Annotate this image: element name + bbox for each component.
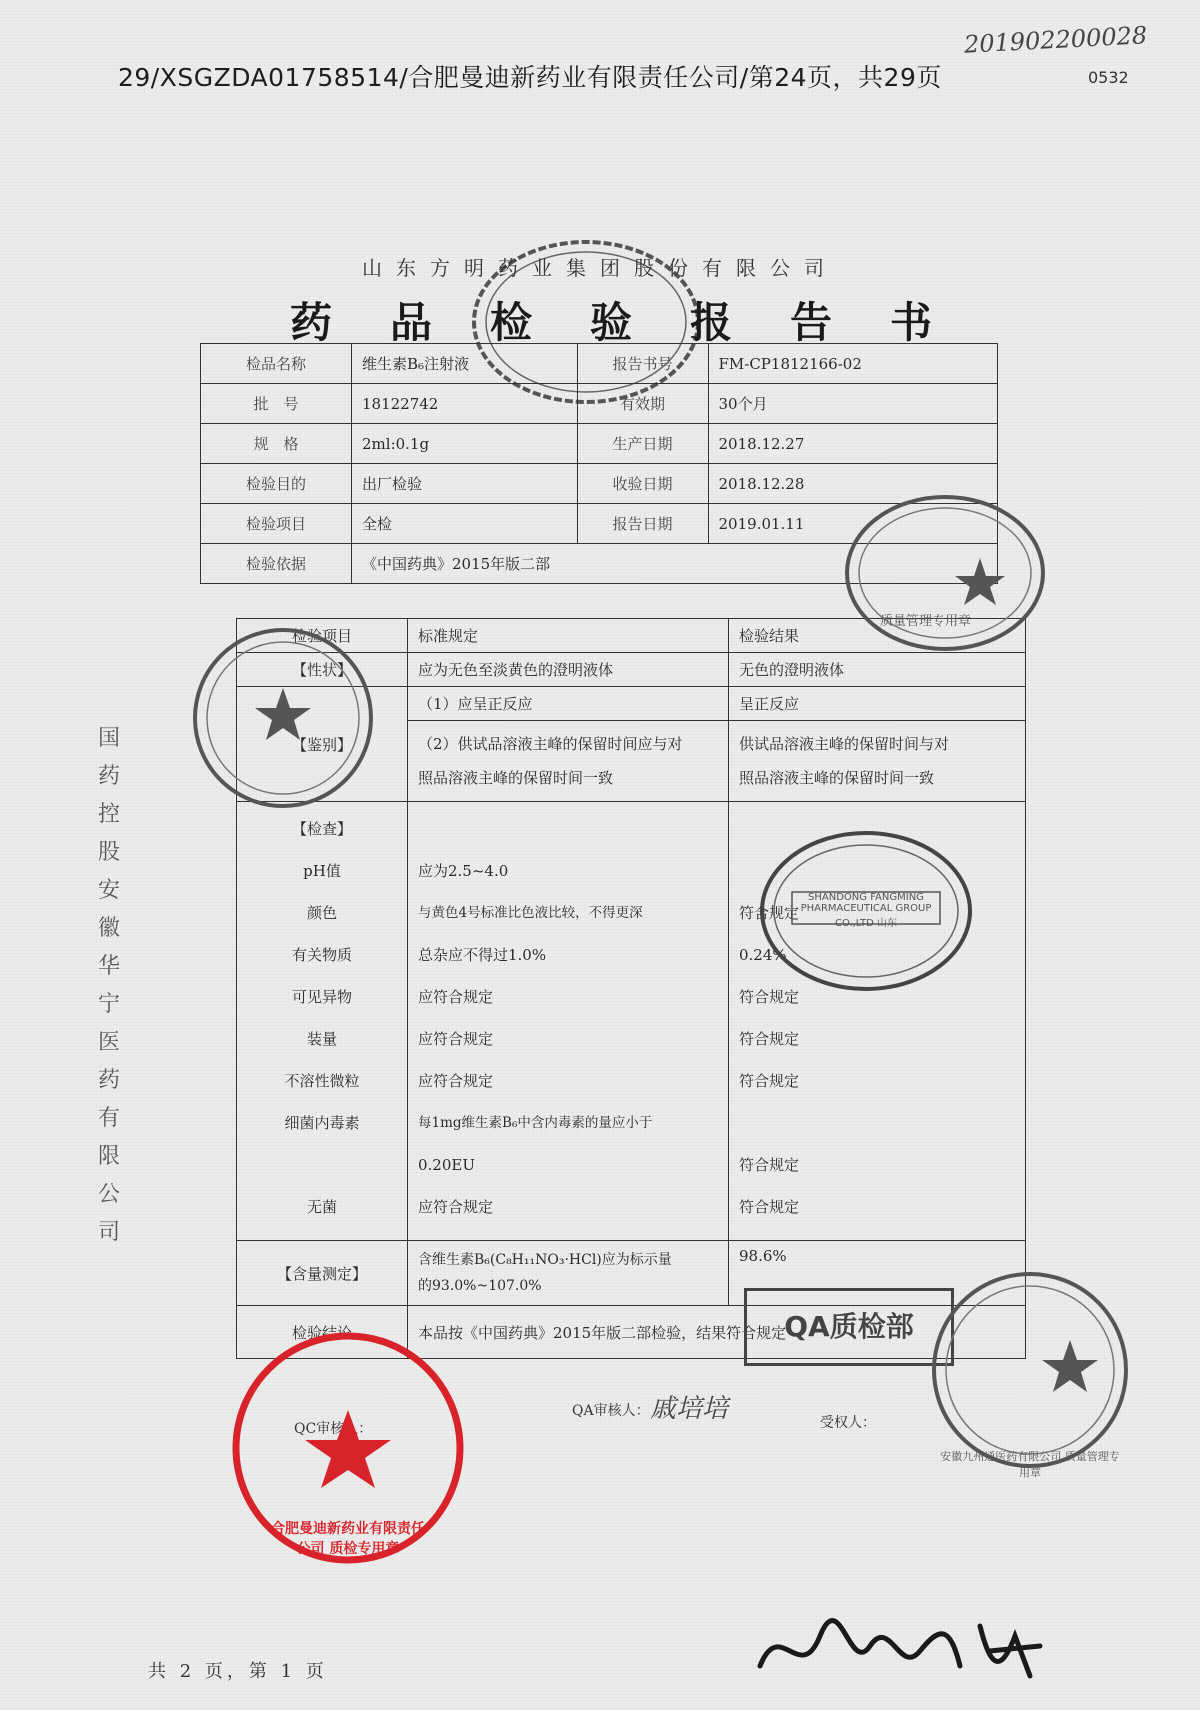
check-name: 可见异物 xyxy=(291,988,352,1006)
label-cell: 有效期 xyxy=(577,384,708,424)
result-cell: 无色的澄明液体 xyxy=(729,653,1026,687)
value-cell: 维生素B₆注射液 xyxy=(352,344,578,384)
value-cell: 2ml:0.1g xyxy=(352,424,578,464)
standard-line: 含维生素B₆(C₈H₁₁NO₃·HCl)应为标示量 xyxy=(418,1252,672,1268)
result-line: 照品溶液主峰的保留时间一致 xyxy=(739,769,935,787)
result-line: 符合规定 xyxy=(739,1156,800,1174)
report-title: 药品检验报告书 xyxy=(289,298,990,347)
result-line: 0.24% xyxy=(739,946,787,964)
label-cell: 生产日期 xyxy=(577,424,708,464)
qc-reviewer: QC审核人： xyxy=(294,1421,373,1437)
qa-box-stamp: QA质检部 xyxy=(744,1288,954,1366)
check-name: 细菌内毒素 xyxy=(284,1114,360,1132)
mid-stamp-text: SHANDONG FANGMING PHARMACEUTICAL GROUP CO.,LTD 山东 xyxy=(800,892,932,929)
result-cell: 98.6% xyxy=(729,1241,1026,1306)
value-cell: 全检 xyxy=(352,504,578,544)
standard-line: 应为2.5~4.0 xyxy=(418,862,509,880)
label-cell: 检验目的 xyxy=(201,464,352,504)
check-name: 无菌 xyxy=(306,1198,337,1216)
label-cell: 报告书号 xyxy=(577,344,708,384)
value-cell: 《中国药典》2015年版二部 xyxy=(352,544,998,584)
red-stamp-text: 合肥曼迪新药业有限责任公司 质检专用章 xyxy=(271,1521,425,1557)
table-row xyxy=(201,384,998,424)
standard-line: 每1mg维生素B₆中含内毒素的量应小于 xyxy=(418,1115,653,1131)
section-label: 【检查】 xyxy=(291,820,352,838)
result-line: 符合规定 xyxy=(739,988,800,1006)
handwritten-number: 201902200028 xyxy=(963,21,1148,59)
check-name xyxy=(247,1150,397,1192)
authorizer: 受权人： xyxy=(820,1415,876,1431)
table-row xyxy=(201,424,998,464)
quality-stamp-right xyxy=(840,488,1050,658)
value-cell: 30个月 xyxy=(708,384,998,424)
value-cell: 2019.01.11 xyxy=(708,504,998,544)
standard-line: 应符合规定 xyxy=(418,1198,494,1216)
bottom-right-stamp-text: 安徽九州通医药有限公司 质量管理专用章 xyxy=(940,1450,1120,1479)
bottom-right-stamp xyxy=(920,1270,1140,1470)
standard-cell xyxy=(408,721,729,802)
standard-line: 总杂应不得过1.0% xyxy=(418,946,547,964)
item-cell: 【性状】 xyxy=(237,653,408,687)
check-name: 颜色 xyxy=(306,904,337,922)
qa-reviewer: QA审核人： xyxy=(572,1403,650,1419)
result-cell xyxy=(729,721,1026,802)
result-cell: 呈正反应 xyxy=(729,687,1026,721)
corner-code: 0532 xyxy=(1088,68,1129,87)
check-name: 有关物质 xyxy=(291,946,352,964)
side-vertical-text: 国药控股安徽华宁医药有限公司 xyxy=(97,726,120,1245)
check-name: 装量 xyxy=(306,1030,337,1048)
standard-line: 应符合规定 xyxy=(418,1030,494,1048)
label-cell: 检验项目 xyxy=(201,504,352,544)
qa-signature: 戚培培 xyxy=(650,1394,729,1424)
header-cell: 检验项目 xyxy=(237,619,408,653)
standard-cell: 应为无色至淡黄色的澄明液体 xyxy=(408,653,729,687)
page-footer: 共 2 页，第 1 页 xyxy=(148,1661,328,1682)
check-name: pH值 xyxy=(303,862,341,880)
quality-stamp-right-text: 质量管理专用章 xyxy=(880,614,972,629)
result-line xyxy=(739,1108,1015,1150)
standard-line: 照品溶液主峰的保留时间一致 xyxy=(418,769,614,787)
header-cell: 标准规定 xyxy=(408,619,729,653)
label-cell: 收验日期 xyxy=(577,464,708,504)
result-line: 符合规定 xyxy=(739,1072,800,1090)
company-name: 山东方明药业集团股份有限公司 xyxy=(362,256,838,280)
result-line: 符合规定 xyxy=(739,904,800,922)
label-cell: 检验依据 xyxy=(201,544,352,584)
header-line: 29/XSGZDA01758514/合肥曼迪新药业有限责任公司/第24页，共29页 xyxy=(118,63,942,92)
conclusion-cell: 本品按《中国药典》2015年版二部检验，结果符合规定 xyxy=(408,1306,1026,1359)
value-cell: 18122742 xyxy=(352,384,578,424)
standard-line: 与黄色4号标准比色液比较，不得更深 xyxy=(418,905,643,921)
value-cell: FM-CP1812166-02 xyxy=(708,344,998,384)
standard-line: 的93.0%~107.0% xyxy=(418,1278,542,1294)
result-line: 符合规定 xyxy=(739,1030,800,1048)
value-cell: 出厂检验 xyxy=(352,464,578,504)
standard-line: 应符合规定 xyxy=(418,988,494,1006)
check-name: 不溶性微粒 xyxy=(284,1072,360,1090)
handwritten-signature xyxy=(750,1606,1050,1696)
header-cell: 检验结果 xyxy=(729,619,1026,653)
standard-cell xyxy=(408,1241,729,1306)
standard-cell xyxy=(408,802,729,1241)
standard-line: （2）供试品溶液主峰的保留时间应与对 xyxy=(418,735,683,753)
item-cell: 【鉴别】 xyxy=(237,687,408,802)
value-cell: 2018.12.28 xyxy=(708,464,998,504)
standard-line: 0.20EU xyxy=(418,1156,475,1174)
result-line: 符合规定 xyxy=(739,1198,800,1216)
label-cell: 检品名称 xyxy=(201,344,352,384)
value-cell: 2018.12.27 xyxy=(708,424,998,464)
item-cell xyxy=(237,802,408,1241)
item-cell: 【含量测定】 xyxy=(237,1241,408,1306)
item-cell: 检验结论 xyxy=(237,1306,408,1359)
standard-cell: （1）应呈正反应 xyxy=(408,687,729,721)
standard-line: 应符合规定 xyxy=(418,1072,494,1090)
label-cell: 报告日期 xyxy=(577,504,708,544)
result-line: 供试品溶液主峰的保留时间与对 xyxy=(739,735,950,753)
table-row xyxy=(201,344,998,384)
label-cell: 规 格 xyxy=(201,424,352,464)
left-stamp xyxy=(188,618,378,818)
label-cell: 批 号 xyxy=(201,384,352,424)
